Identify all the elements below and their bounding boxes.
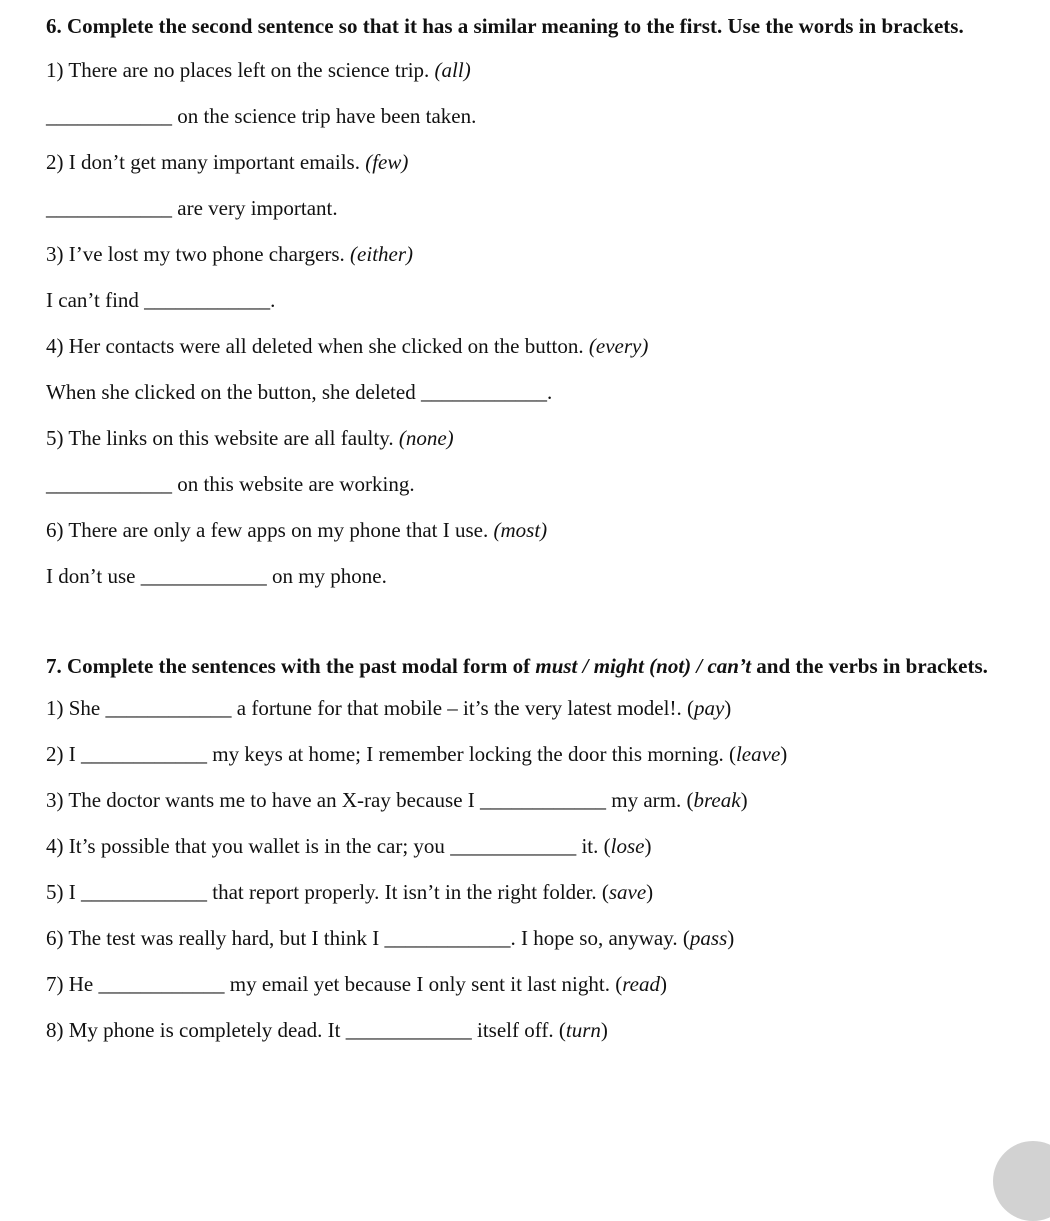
answer-text: on the science trip have been taken.: [177, 104, 477, 128]
item-text: my arm. (: [611, 788, 694, 812]
word-hint: (all): [434, 58, 471, 82]
answer-text: I can’t find: [46, 288, 139, 312]
ex6-answer-2: [46, 196, 1006, 220]
ex7-item-8: [46, 1018, 1006, 1042]
answer-text: I don’t use: [46, 564, 136, 588]
item-text: my keys at home; I remember locking the door this morning. (: [212, 742, 736, 766]
item-text: 5) I: [46, 880, 76, 904]
item-text: 3) The doctor wants me to have an X-ray because I: [46, 788, 475, 812]
verb-hint: leave: [735, 742, 781, 766]
answer-blank[interactable]: ____________: [345, 1018, 472, 1042]
item-text: 4) It’s possible that you wallet is in the car; you: [46, 834, 445, 858]
ex6-answer-4: [46, 380, 1006, 404]
question-number: 5): [46, 426, 64, 450]
question-text: There are only a few apps on my phone that I use.: [68, 518, 489, 542]
answer-blank[interactable]: ____________: [105, 696, 232, 720]
ex6-answer-6: [46, 564, 1006, 588]
word-hint: (every): [588, 334, 649, 358]
heading-text: 7. Complete the sentences with the past modal form of: [46, 654, 531, 678]
answer-punctuation: .: [270, 288, 276, 312]
ex6-question-2: [46, 150, 1006, 174]
question-text: I don’t get many important emails.: [68, 150, 360, 174]
verb-hint: pay: [693, 696, 725, 720]
item-text: it. (: [581, 834, 611, 858]
ex7-item-1: [46, 696, 1006, 720]
answer-blank[interactable]: ____________: [46, 472, 172, 496]
item-text: that report properly. It isn’t in the right folder. (: [212, 880, 609, 904]
verb-hint: pass: [689, 926, 728, 950]
question-text: The links on this website are all faulty.: [68, 426, 394, 450]
ex7-item-3: [46, 788, 1006, 812]
ex6-answer-1: [46, 104, 1006, 128]
verb-hint: turn: [565, 1018, 601, 1042]
answer-blank[interactable]: ____________: [46, 104, 172, 128]
verb-hint: save: [608, 880, 647, 904]
answer-punctuation: .: [546, 380, 553, 404]
heading-modals: must / might (not) / can’t: [535, 654, 752, 678]
question-number: 1): [46, 58, 64, 82]
answer-blank[interactable]: ____________: [144, 288, 271, 312]
item-text: ): [644, 834, 652, 858]
item-text: ): [724, 696, 732, 720]
answer-blank[interactable]: ____________: [420, 380, 547, 404]
answer-text: When she clicked on the button, she deleted: [46, 380, 416, 404]
answer-text: on my phone.: [271, 564, 387, 588]
answer-blank[interactable]: ____________: [46, 196, 172, 220]
ex7-item-5: [46, 880, 1006, 904]
item-text: 7) He: [46, 972, 94, 996]
question-number: 2): [46, 150, 64, 174]
question-number: 4): [46, 334, 64, 358]
question-number: 3): [46, 242, 64, 266]
item-text: itself off. (: [477, 1018, 566, 1042]
word-hint: (none): [398, 426, 454, 450]
item-text: . I hope so, anyway. (: [510, 926, 690, 950]
word-hint: (either): [350, 242, 414, 266]
question-text: There are no places left on the science trip.: [68, 58, 430, 82]
item-text: ): [740, 788, 748, 812]
answer-text: are very important.: [177, 196, 338, 220]
item-text: ): [646, 880, 654, 904]
answer-blank[interactable]: ____________: [140, 564, 267, 588]
answer-blank[interactable]: ____________: [98, 972, 225, 996]
ex7-item-6: [46, 926, 1006, 950]
answer-blank[interactable]: ____________: [450, 834, 577, 858]
ex7-item-4: [46, 834, 1006, 858]
item-text: 6) The test was really hard, but I think I: [46, 926, 380, 950]
ex6-question-1: [46, 58, 1006, 82]
verb-hint: lose: [610, 834, 645, 858]
answer-blank[interactable]: ____________: [480, 788, 607, 812]
item-text: my email yet because I only sent it last night. (: [229, 972, 623, 996]
corner-circle: [993, 1141, 1050, 1221]
item-text: ): [659, 972, 667, 996]
ex6-answer-5: [46, 472, 1006, 496]
verb-hint: break: [693, 788, 741, 812]
heading-text: and the verbs in brackets.: [756, 654, 988, 678]
item-text: ): [727, 926, 735, 950]
verb-hint: read: [622, 972, 660, 996]
exercise-7-heading: [46, 650, 1006, 682]
ex6-question-6: [46, 518, 1006, 542]
item-text: 1) She: [46, 696, 101, 720]
exercise-6-heading: 6. Complete the second sentence so that it has a similar meaning to the first. Use the words in brackets.: [46, 14, 964, 38]
question-text: Her contacts were all deleted when she clicked on the button.: [68, 334, 584, 358]
ex7-item-7: [46, 972, 1006, 996]
item-text: a fortune for that mobile – it’s the very latest model!. (: [236, 696, 694, 720]
word-hint: (most): [493, 518, 548, 542]
worksheet: [46, 10, 1006, 1042]
item-text: 8) My phone is completely dead. It: [46, 1018, 341, 1042]
item-text: ): [600, 1018, 608, 1042]
question-number: 6): [46, 518, 64, 542]
ex6-answer-3: [46, 288, 1006, 312]
answer-blank[interactable]: ____________: [384, 926, 511, 950]
ex7-item-2: [46, 742, 1006, 766]
ex6-question-5: [46, 426, 1006, 450]
answer-blank[interactable]: ____________: [81, 742, 207, 766]
ex6-question-4: [46, 334, 1006, 358]
item-text: 2) I: [46, 742, 76, 766]
answer-text: on this website are working.: [177, 472, 415, 496]
item-text: ): [780, 742, 788, 766]
word-hint: (few): [365, 150, 409, 174]
answer-blank[interactable]: ____________: [81, 880, 207, 904]
question-text: I’ve lost my two phone chargers.: [68, 242, 345, 266]
ex6-question-3: [46, 242, 1006, 266]
